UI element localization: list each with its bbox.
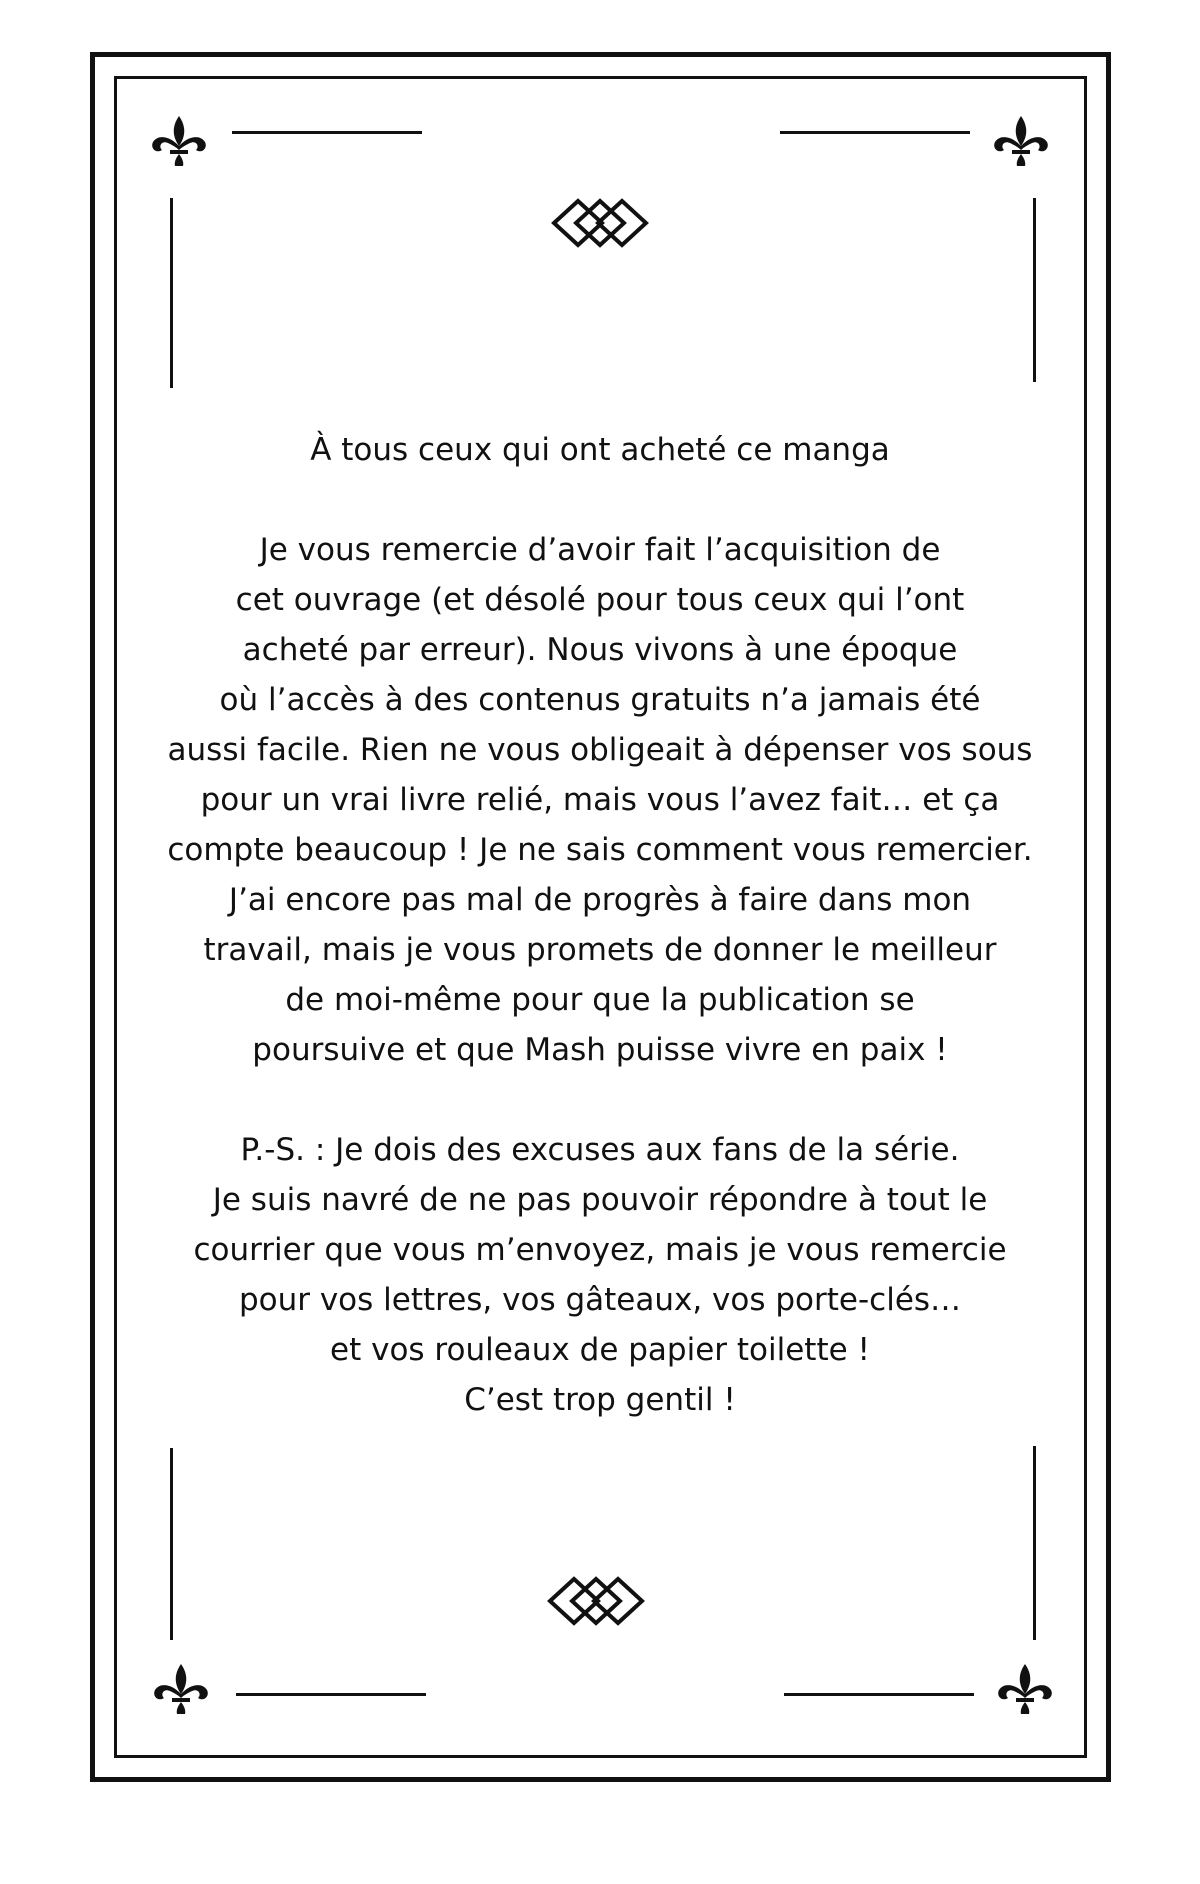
top-left-rule xyxy=(232,131,422,134)
body-line: où l’accès à des contenus gratuits n’a jamais été xyxy=(219,682,981,718)
bottom-right-rule xyxy=(784,1693,974,1696)
top-right-rule xyxy=(780,131,970,134)
ps-line: et vos rouleaux de papier toilette ! xyxy=(330,1332,870,1368)
fleur-de-lis-icon xyxy=(150,1660,212,1718)
ps-line: pour vos lettres, vos gâteaux, vos porte-clés… xyxy=(238,1282,962,1318)
fleur-de-lis-icon xyxy=(994,1660,1056,1718)
ps-line: Je suis navré de ne pas pouvoir répondre à tout le xyxy=(212,1182,988,1218)
paragraph-gap xyxy=(150,1075,1050,1125)
body-line: de moi-même pour que la publication se xyxy=(285,982,915,1018)
body-line: J’ai encore pas mal de progrès à faire dans mon xyxy=(228,882,972,918)
bottom-left-vertical-rule xyxy=(170,1448,173,1640)
body-line: compte beaucoup ! Je ne sais comment vous remercier. xyxy=(167,832,1033,868)
ps-line: P.-S. : Je dois des excuses aux fans de la série. xyxy=(240,1132,960,1168)
body-line: pour un vrai livre relié, mais vous l’avez fait… et ça xyxy=(200,782,1000,818)
paragraph-gap xyxy=(150,475,1050,525)
bottom-right-vertical-rule xyxy=(1033,1446,1036,1640)
fleur-de-lis-icon xyxy=(990,112,1052,170)
bottom-left-rule xyxy=(236,1693,426,1696)
body-line: cet ouvrage (et désolé pour tous ceux qui l’ont xyxy=(235,582,965,618)
interlocking-diamonds-icon xyxy=(544,1574,648,1628)
body-line: poursuive et que Mash puisse vivre en paix ! xyxy=(252,1032,948,1068)
ps-line: courrier que vous m’envoyez, mais je vous remercie xyxy=(193,1232,1007,1268)
top-left-vertical-rule xyxy=(170,198,173,388)
letter-text xyxy=(150,425,1050,1425)
ps-line: C’est trop gentil ! xyxy=(464,1382,736,1418)
fleur-de-lis-icon xyxy=(148,112,210,170)
letter-heading: À tous ceux qui ont acheté ce manga xyxy=(310,432,890,468)
body-line: acheté par erreur). Nous vivons à une époque xyxy=(242,632,958,668)
body-line: Je vous remercie d’avoir fait l’acquisition de xyxy=(259,532,941,568)
top-right-vertical-rule xyxy=(1033,198,1036,382)
interlocking-diamonds-icon xyxy=(548,196,652,250)
body-line: travail, mais je vous promets de donner le meilleur xyxy=(203,932,997,968)
body-line: aussi facile. Rien ne vous obligeait à dépenser vos sous xyxy=(167,732,1033,768)
